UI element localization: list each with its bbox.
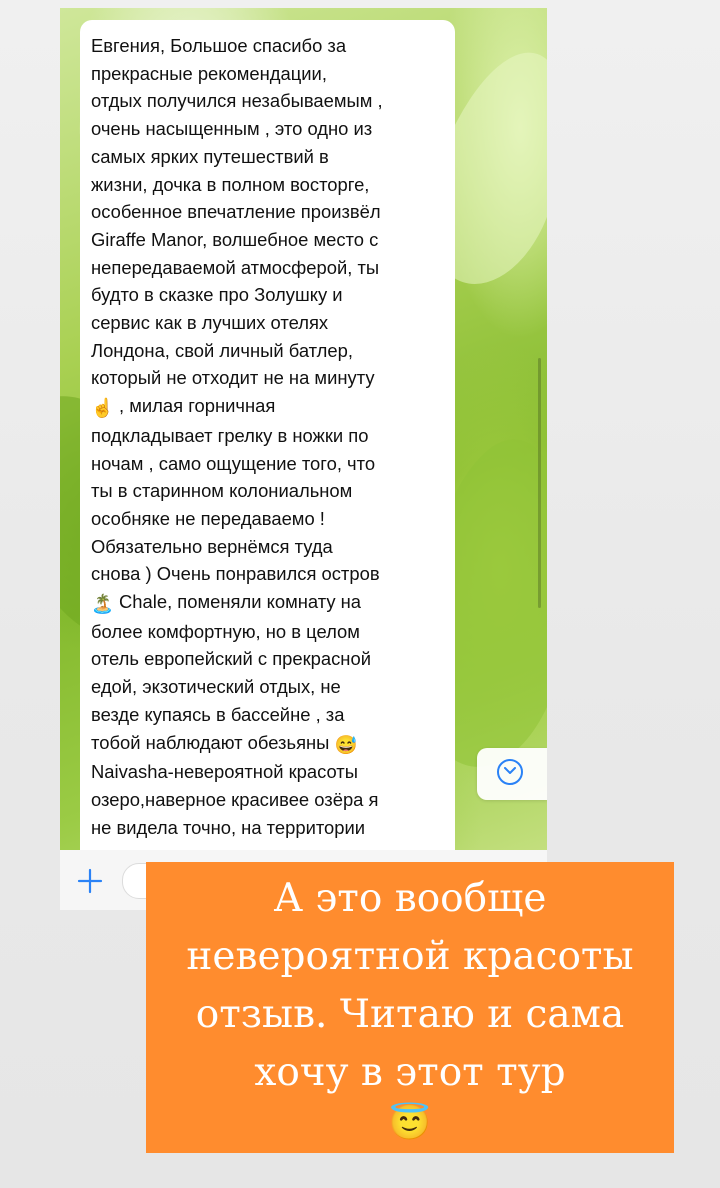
scroll-down-button[interactable]	[477, 748, 547, 800]
message-line-text: , милая горничная	[119, 395, 276, 417]
message-line: очень насыщенным , это одно из	[91, 118, 373, 140]
message-line: который не отходит не на минуту	[91, 367, 375, 389]
message-line: ночам , само ощущение того, что	[91, 452, 376, 474]
message-line: особняке не передаваемо !	[91, 507, 325, 529]
sweat-smile-emoji: 😅	[334, 733, 358, 755]
message-line: не видела точно, на территории	[91, 816, 366, 838]
message-line: озеро,наверное красивее озёра я	[91, 788, 379, 810]
message-line: Giraffe Manor, волшебное место с	[91, 228, 379, 250]
caption-line: отзыв. Читаю и сама	[195, 992, 625, 1037]
message-line: ты в старинном колониальном	[91, 480, 353, 502]
island-emoji: 🏝️	[91, 593, 114, 615]
message-line-text: тобой наблюдают обезьяны	[91, 731, 330, 753]
story-caption	[146, 862, 674, 1153]
halo-smile-emoji: 😇	[388, 1103, 432, 1143]
message-line: Лондона, свой личный батлер,	[91, 339, 353, 361]
message-line: везде купаясь в бассейне , за	[91, 703, 345, 725]
plus-icon[interactable]	[75, 866, 105, 896]
message-line: отель европейский с прекрасной	[91, 648, 371, 670]
message-line: прекрасные рекомендации,	[91, 62, 327, 84]
message-line-with-emoji	[91, 729, 439, 759]
message-line: едой, экзотический отдых, не	[91, 676, 341, 698]
message-line: отдых получился незабываемым ,	[91, 90, 383, 112]
message-line: подкладывает грелку в ножки по	[91, 424, 369, 446]
caption-line: хочу в этот тур	[254, 1050, 566, 1095]
scroll-indicator[interactable]	[538, 358, 541, 608]
message-line-with-emoji	[91, 588, 439, 618]
message-line: Naivasha-невероятной красоты	[91, 761, 358, 783]
message-line: сервис как в лучших отелях	[91, 312, 329, 334]
message-bubble	[80, 20, 455, 850]
message-line: будто в сказке про Золушку и	[91, 284, 343, 306]
message-line: непередаваемой атмосферой, ты	[91, 256, 380, 278]
pointing-up-emoji: ☝️	[91, 397, 114, 419]
caption-line: невероятной красоты	[186, 934, 634, 979]
message-line: особенное впечатление произвёл	[91, 201, 381, 223]
message-line: Обязательно вернёмся туда	[91, 535, 333, 557]
caption-line: А это вообще	[273, 876, 547, 921]
chat-screenshot	[60, 8, 547, 850]
message-line: жизни, дочка в полном восторге,	[91, 173, 370, 195]
message-line: более комфортную, но в целом	[91, 620, 360, 642]
message-line: снова ) Очень понравился остров	[91, 563, 380, 585]
message-line: Евгения, Большое спасибо за	[91, 35, 347, 56]
message-line: самых ярких путешествий в	[91, 145, 329, 167]
message-line-text: Chale, поменяли комнату на	[119, 591, 362, 613]
message-line-with-emoji	[91, 392, 439, 422]
chevron-down-circle-icon	[497, 759, 523, 785]
